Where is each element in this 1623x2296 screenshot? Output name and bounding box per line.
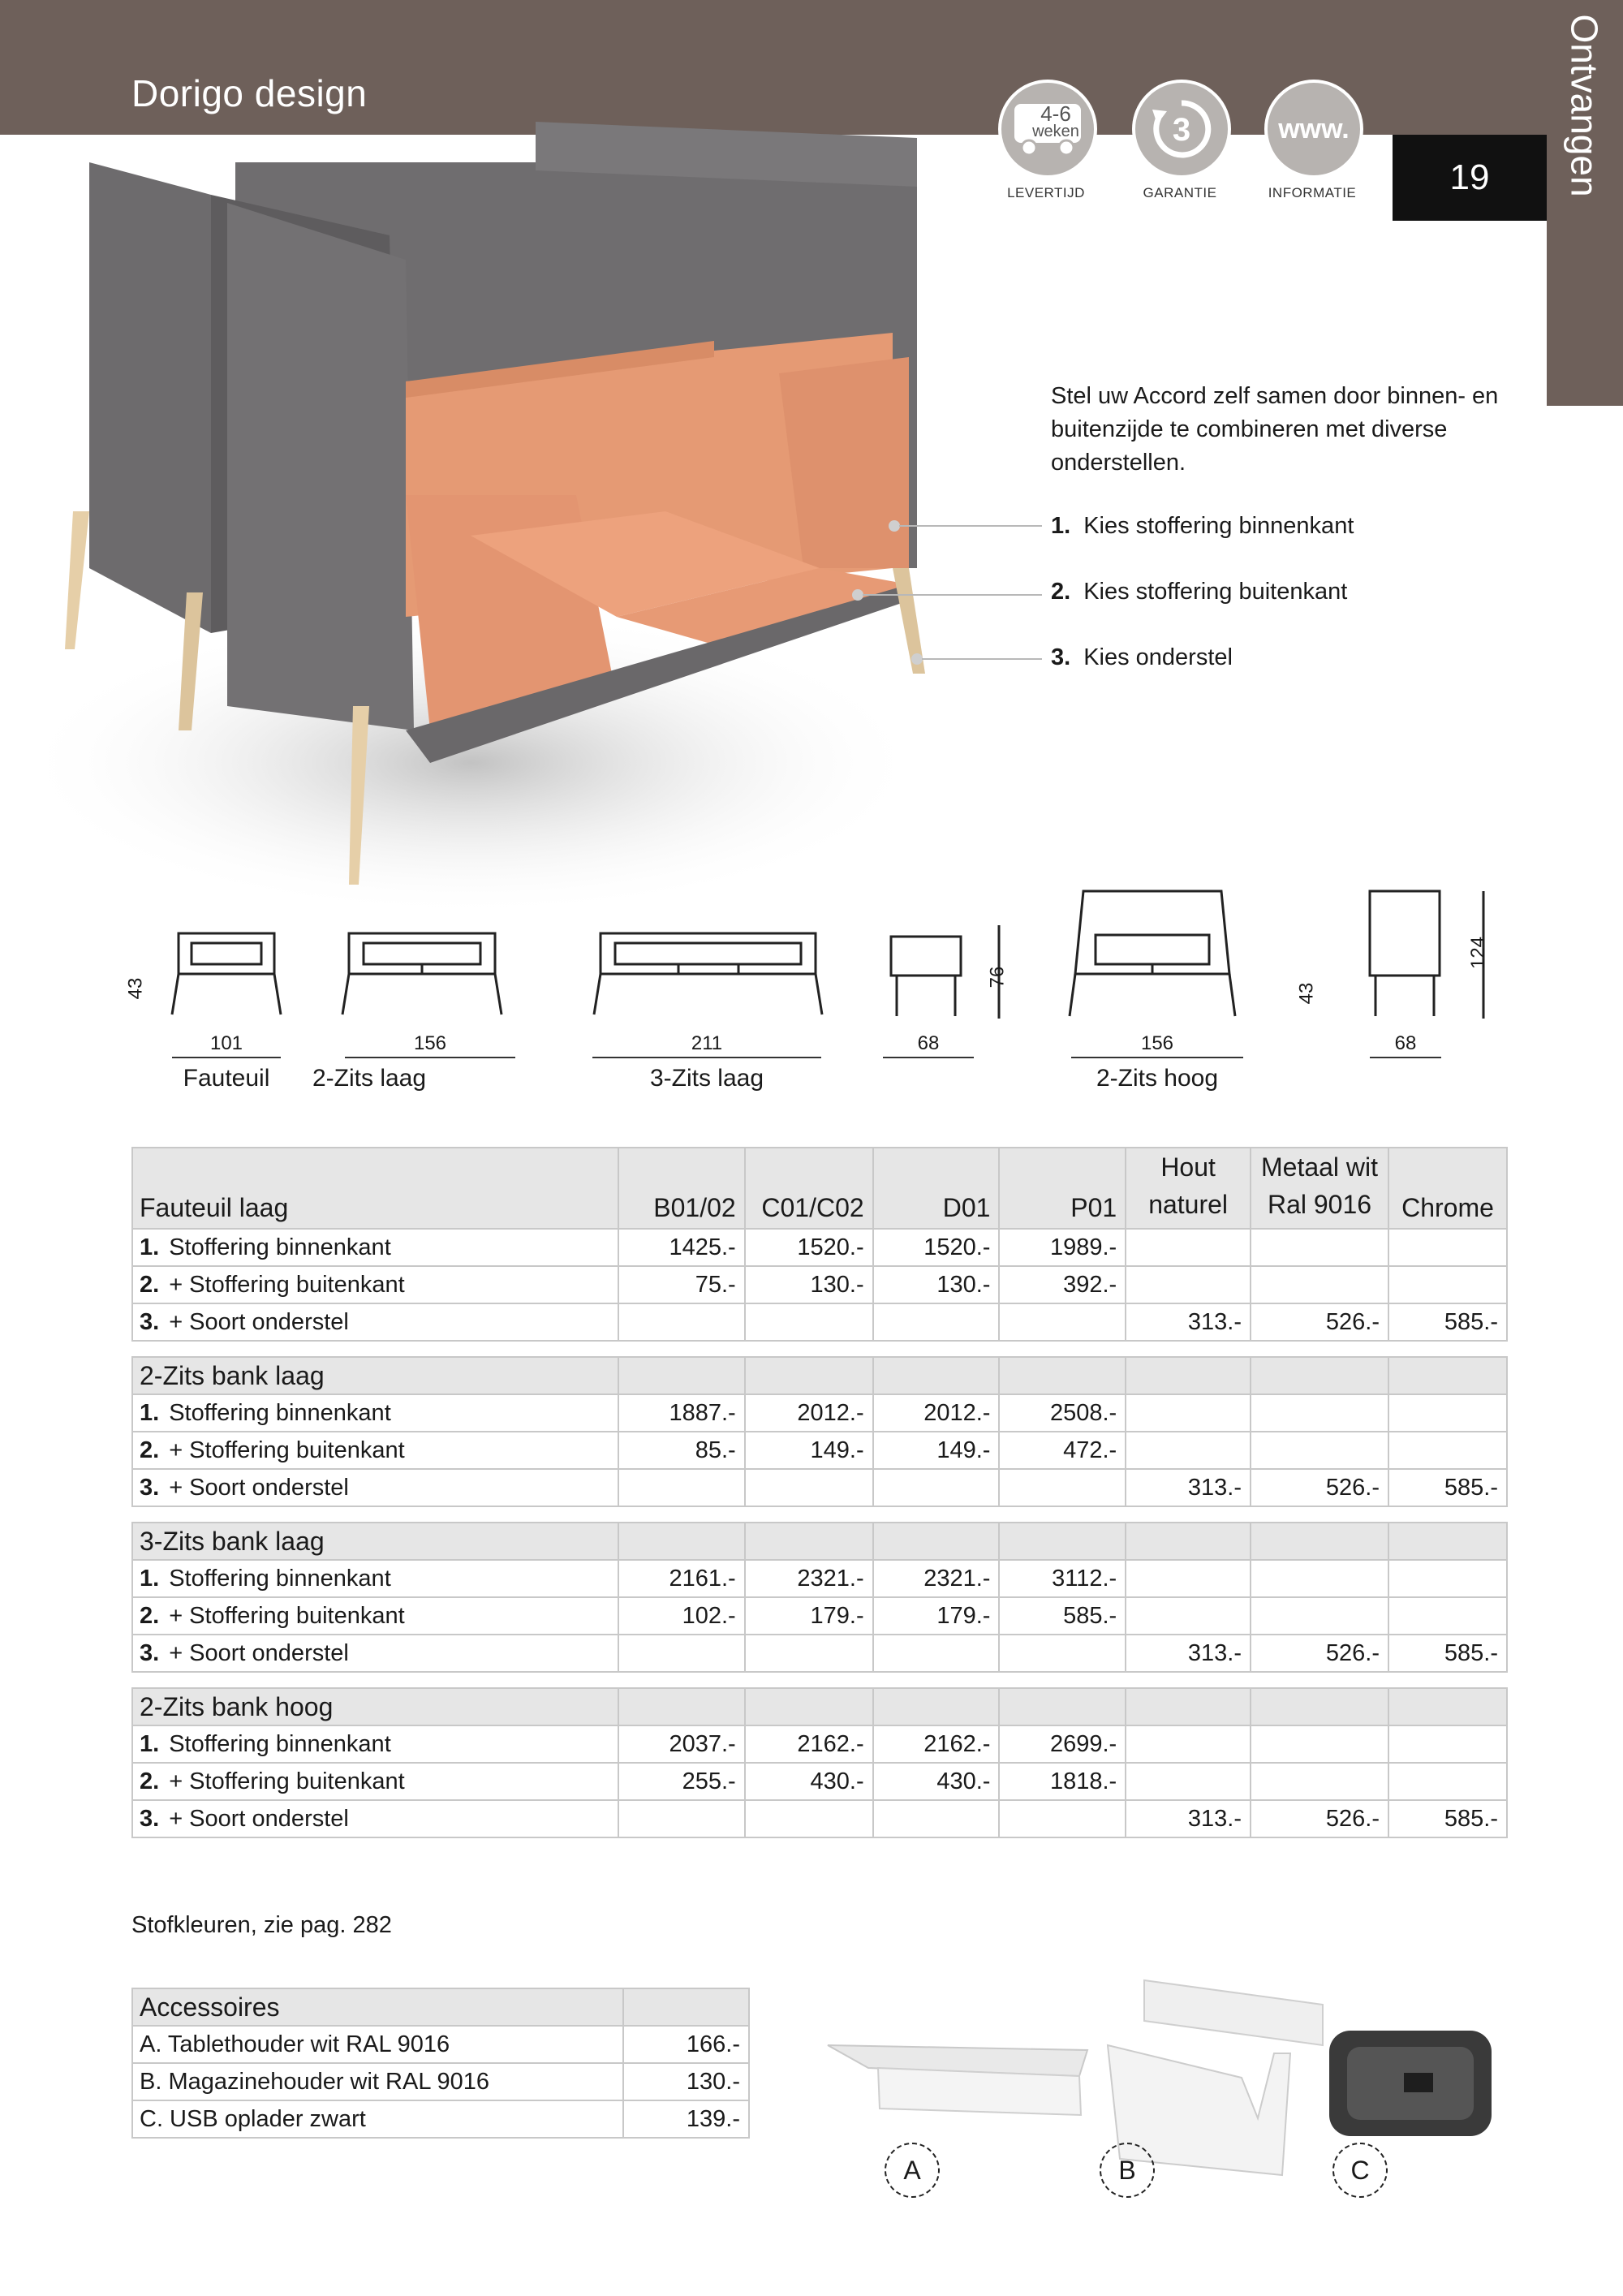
price-cell: 1887.- <box>618 1394 745 1432</box>
group-title: 2-Zits bank hoog <box>132 1688 618 1725</box>
price-cell: 313.- <box>1126 1469 1251 1506</box>
price-cell <box>1251 1763 1388 1800</box>
table-row <box>132 1800 1507 1837</box>
price-cell <box>1388 1597 1507 1635</box>
price-cell <box>1251 1229 1388 1266</box>
price-cell <box>999 1635 1126 1672</box>
warranty-3-icon <box>1132 80 1231 179</box>
row-number: 2. <box>140 1602 160 1629</box>
row-number: 2. <box>140 1768 160 1794</box>
dim-line <box>883 1057 974 1058</box>
dim-line <box>1370 1057 1441 1058</box>
table-row <box>132 1725 1507 1763</box>
photo-label-a: A <box>885 2143 940 2198</box>
dim-line <box>345 1057 515 1058</box>
sofa-image <box>49 114 982 909</box>
price-cell: 313.- <box>1126 1635 1251 1672</box>
row-number: 3. <box>140 1474 160 1501</box>
column-header-line: naturel <box>1148 1190 1229 1219</box>
price-cell <box>873 1469 1000 1506</box>
row-text: Stoffering binnenkant <box>169 1234 391 1260</box>
price-table <box>131 1147 1508 1838</box>
column-header: D01 <box>873 1148 1000 1229</box>
group-header-row <box>132 1523 1507 1560</box>
price-cell: 2037.- <box>618 1725 745 1763</box>
price-cell <box>745 1303 873 1341</box>
price-cell: 2699.- <box>999 1725 1126 1763</box>
row-label <box>132 1763 618 1800</box>
price-cell <box>1388 1432 1507 1469</box>
row-number: 3. <box>140 1639 160 1666</box>
row-number: 3. <box>140 1308 160 1335</box>
www-text: www. <box>1278 113 1350 144</box>
www-icon <box>1264 80 1363 179</box>
dim-width: 101 <box>209 1032 243 1054</box>
row-text: + Soort onderstel <box>169 1805 349 1832</box>
row-label <box>132 1469 618 1506</box>
step-3 <box>1051 644 1233 671</box>
price-cell <box>745 1800 873 1837</box>
dim-width: 68 <box>1394 1032 1417 1054</box>
row-text: Stoffering binnenkant <box>169 1399 391 1426</box>
price-cell: 1818.- <box>999 1763 1126 1800</box>
price-cell: 85.- <box>618 1432 745 1469</box>
price-cell <box>1388 1266 1507 1303</box>
column-header-line: Metaal wit <box>1260 1152 1379 1182</box>
accessory-label: C. USB oplader zwart <box>132 2100 623 2138</box>
dim-height-124: 124 <box>1467 936 1490 970</box>
price-cell: 392.- <box>999 1266 1126 1303</box>
dim-name: 3-Zits laag <box>649 1065 764 1092</box>
price-cell <box>1126 1394 1251 1432</box>
accessories-title: Accessoires <box>132 1988 623 2026</box>
price-cell <box>1251 1266 1388 1303</box>
group-title: 2-Zits bank laag <box>132 1357 618 1394</box>
dim-item <box>1370 1032 1441 1058</box>
price-cell <box>1251 1432 1388 1469</box>
step-number: 2. <box>1051 579 1071 605</box>
price-cell <box>1251 1725 1388 1763</box>
price-cell: 149.- <box>873 1432 1000 1469</box>
row-number: 1. <box>140 1565 160 1592</box>
price-cell: 1425.- <box>618 1229 745 1266</box>
row-text: + Stoffering buitenkant <box>169 1602 405 1629</box>
price-cell <box>1126 1763 1251 1800</box>
accessory-price: 139.- <box>623 2100 749 2138</box>
price-cell: 179.- <box>873 1597 1000 1635</box>
row-label <box>132 1597 618 1635</box>
price-cell: 2012.- <box>873 1394 1000 1432</box>
step-1 <box>1051 513 1354 540</box>
price-cell <box>1388 1229 1507 1266</box>
row-text: + Soort onderstel <box>169 1308 349 1335</box>
price-cell: 149.- <box>745 1432 873 1469</box>
price-cell: 2321.- <box>745 1560 873 1597</box>
price-cell: 2162.- <box>745 1725 873 1763</box>
delivery-unit: weken <box>1032 123 1079 140</box>
price-cell: 585.- <box>1388 1635 1507 1672</box>
accessory-row <box>132 2026 749 2063</box>
row-label <box>132 1266 618 1303</box>
price-cell: 2508.- <box>999 1394 1126 1432</box>
row-number: 2. <box>140 1271 160 1298</box>
dim-item <box>172 1032 281 1092</box>
dim-name: Fauteuil <box>183 1065 270 1092</box>
price-cell <box>1126 1229 1251 1266</box>
price-cell: 130.- <box>873 1266 1000 1303</box>
row-text: Stoffering binnenkant <box>169 1730 391 1757</box>
row-label <box>132 1560 618 1597</box>
price-cell: 430.- <box>873 1763 1000 1800</box>
price-cell: 526.- <box>1251 1469 1388 1506</box>
price-cell <box>1388 1763 1507 1800</box>
dim-width: 156 <box>413 1032 447 1054</box>
side-tab-label: Ontvangen <box>1564 14 1606 197</box>
dim-line <box>1071 1057 1243 1058</box>
row-label <box>132 1800 618 1837</box>
badge-label: INFORMATIE <box>1268 185 1357 200</box>
price-cell <box>1126 1597 1251 1635</box>
leader-line <box>922 658 1042 660</box>
leader-line <box>863 594 1042 596</box>
price-cell <box>1126 1266 1251 1303</box>
dim-width: 211 <box>691 1032 723 1054</box>
price-cell <box>618 1303 745 1341</box>
price-cell: 585.- <box>999 1597 1126 1635</box>
dim-line <box>172 1057 281 1058</box>
table-row <box>132 1229 1507 1266</box>
dim-height-76: 76 <box>986 966 1009 989</box>
price-cell: 3112.- <box>999 1560 1126 1597</box>
table-row <box>132 1597 1507 1635</box>
table-row <box>132 1266 1507 1303</box>
price-cell: 1520.- <box>873 1229 1000 1266</box>
badge-delivery <box>998 80 1111 201</box>
dim-item <box>592 1032 821 1092</box>
row-text: + Soort onderstel <box>169 1639 349 1666</box>
price-cell: 255.- <box>618 1763 745 1800</box>
table-row <box>132 1432 1507 1469</box>
accessory-row <box>132 2100 749 2138</box>
fabric-note: Stofkleuren, zie pag. 282 <box>131 1912 392 1938</box>
table-row <box>132 1469 1507 1506</box>
price-cell <box>999 1303 1126 1341</box>
group-title: Fauteuil laag <box>132 1148 618 1229</box>
row-label <box>132 1394 618 1432</box>
row-label <box>132 1229 618 1266</box>
price-cell <box>1126 1725 1251 1763</box>
row-text: + Stoffering buitenkant <box>169 1271 405 1298</box>
price-cell: 472.- <box>999 1432 1126 1469</box>
leader-dot <box>911 653 923 665</box>
column-header-line: Ral 9016 <box>1267 1190 1372 1219</box>
delivery-value: 4-6 <box>1040 101 1071 126</box>
column-header: C01/C02 <box>745 1148 873 1229</box>
leader-dot <box>852 589 863 601</box>
column-header <box>1126 1148 1251 1229</box>
price-cell <box>618 1469 745 1506</box>
page-number: 19 <box>1393 135 1547 221</box>
price-cell: 2162.- <box>873 1725 1000 1763</box>
step-number: 1. <box>1051 513 1071 539</box>
price-cell: 2012.- <box>745 1394 873 1432</box>
row-label <box>132 1432 618 1469</box>
intro-text: Stel uw Accord zelf samen door binnen- en buitenzijde te combineren met diverse onderstellen. <box>1051 383 1499 476</box>
dim-height-seat: 43 <box>1295 982 1318 1005</box>
price-cell: 585.- <box>1388 1469 1507 1506</box>
dim-item <box>1071 1032 1243 1092</box>
row-label <box>132 1635 618 1672</box>
price-cell <box>618 1635 745 1672</box>
price-cell: 526.- <box>1251 1800 1388 1837</box>
price-cell <box>1126 1432 1251 1469</box>
accessory-row <box>132 2063 749 2100</box>
leader-line <box>899 525 1042 527</box>
row-label <box>132 1725 618 1763</box>
row-number: 1. <box>140 1730 160 1757</box>
price-cell: 313.- <box>1126 1800 1251 1837</box>
row-number: 1. <box>140 1234 160 1260</box>
column-header: B01/02 <box>618 1148 745 1229</box>
brand-title: Dorigo design <box>131 72 368 114</box>
leader-dot <box>889 520 900 532</box>
price-cell <box>1251 1597 1388 1635</box>
accessory-label: B. Magazinehouder wit RAL 9016 <box>132 2063 623 2100</box>
row-number: 2. <box>140 1437 160 1463</box>
truck-icon <box>998 80 1097 179</box>
column-header-line: Hout <box>1160 1152 1216 1182</box>
price-cell: 75.- <box>618 1266 745 1303</box>
dimension-drawings <box>122 885 1518 1031</box>
dim-width: 68 <box>917 1032 940 1054</box>
row-text: + Stoffering buitenkant <box>169 1768 405 1794</box>
price-cell: 526.- <box>1251 1635 1388 1672</box>
step-number: 3. <box>1051 644 1071 670</box>
accessory-price: 166.- <box>623 2026 749 2063</box>
row-number: 3. <box>140 1805 160 1832</box>
svg-text:3: 3 <box>1172 112 1191 148</box>
price-cell: 2321.- <box>873 1560 1000 1597</box>
step-label: Kies onderstel <box>1083 644 1233 670</box>
row-label <box>132 1303 618 1341</box>
column-header: P01 <box>999 1148 1126 1229</box>
price-cell: 526.- <box>1251 1303 1388 1341</box>
price-cell <box>999 1469 1126 1506</box>
accessories-header <box>132 1988 749 2026</box>
accessories-table <box>131 1988 750 2139</box>
price-cell <box>1388 1725 1507 1763</box>
price-cell: 1989.- <box>999 1229 1126 1266</box>
price-cell: 130.- <box>745 1266 873 1303</box>
price-cell: 585.- <box>1388 1303 1507 1341</box>
step-2 <box>1051 579 1347 605</box>
price-cell: 2161.- <box>618 1560 745 1597</box>
row-text: + Stoffering buitenkant <box>169 1437 405 1463</box>
row-text: + Soort onderstel <box>169 1474 349 1501</box>
accessory-price: 130.- <box>623 2063 749 2100</box>
dim-item <box>883 1032 974 1058</box>
table-row <box>132 1635 1507 1672</box>
price-cell <box>745 1635 873 1672</box>
group-title: 3-Zits bank laag <box>132 1523 618 1560</box>
group-header-row <box>132 1688 1507 1725</box>
badge-warranty <box>1132 80 1245 201</box>
row-number: 1. <box>140 1399 160 1426</box>
dim-name: 2-Zits hoog <box>1096 1065 1219 1092</box>
dim-height-low: 43 <box>124 977 147 1000</box>
dim-item <box>312 1032 515 1092</box>
dim-name: 2-Zits laag <box>312 1065 427 1092</box>
photo-label-b: B <box>1100 2143 1155 2198</box>
price-cell <box>873 1635 1000 1672</box>
price-cell <box>1388 1394 1507 1432</box>
step-label: Kies stoffering binnenkant <box>1083 513 1354 539</box>
badge-label: LEVERTIJD <box>1007 185 1085 200</box>
price-cell <box>873 1800 1000 1837</box>
price-cell: 585.- <box>1388 1800 1507 1837</box>
table-row <box>132 1763 1507 1800</box>
price-cell <box>873 1303 1000 1341</box>
badge-info <box>1264 80 1377 201</box>
price-cell <box>745 1469 873 1506</box>
row-text: Stoffering binnenkant <box>169 1565 391 1592</box>
step-label: Kies stoffering buitenkant <box>1083 579 1348 605</box>
price-cell <box>999 1800 1126 1837</box>
accessory-label: A. Tablethouder wit RAL 9016 <box>132 2026 623 2063</box>
price-cell: 313.- <box>1126 1303 1251 1341</box>
badge-label: GARANTIE <box>1143 185 1217 200</box>
dim-width: 156 <box>1140 1032 1174 1054</box>
table-row <box>132 1394 1507 1432</box>
price-cell <box>1388 1560 1507 1597</box>
dim-line <box>592 1057 821 1058</box>
price-cell <box>1251 1394 1388 1432</box>
table-row <box>132 1303 1507 1341</box>
price-cell <box>1126 1560 1251 1597</box>
column-header: Chrome <box>1388 1148 1507 1229</box>
column-header <box>1251 1148 1388 1229</box>
table-row <box>132 1560 1507 1597</box>
price-cell: 179.- <box>745 1597 873 1635</box>
price-cell: 102.- <box>618 1597 745 1635</box>
price-cell: 430.- <box>745 1763 873 1800</box>
table-header-row <box>132 1148 1507 1229</box>
price-cell: 1520.- <box>745 1229 873 1266</box>
price-cell <box>1251 1560 1388 1597</box>
group-header-row <box>132 1357 1507 1394</box>
price-cell <box>618 1800 745 1837</box>
photo-label-c: C <box>1332 2143 1388 2198</box>
